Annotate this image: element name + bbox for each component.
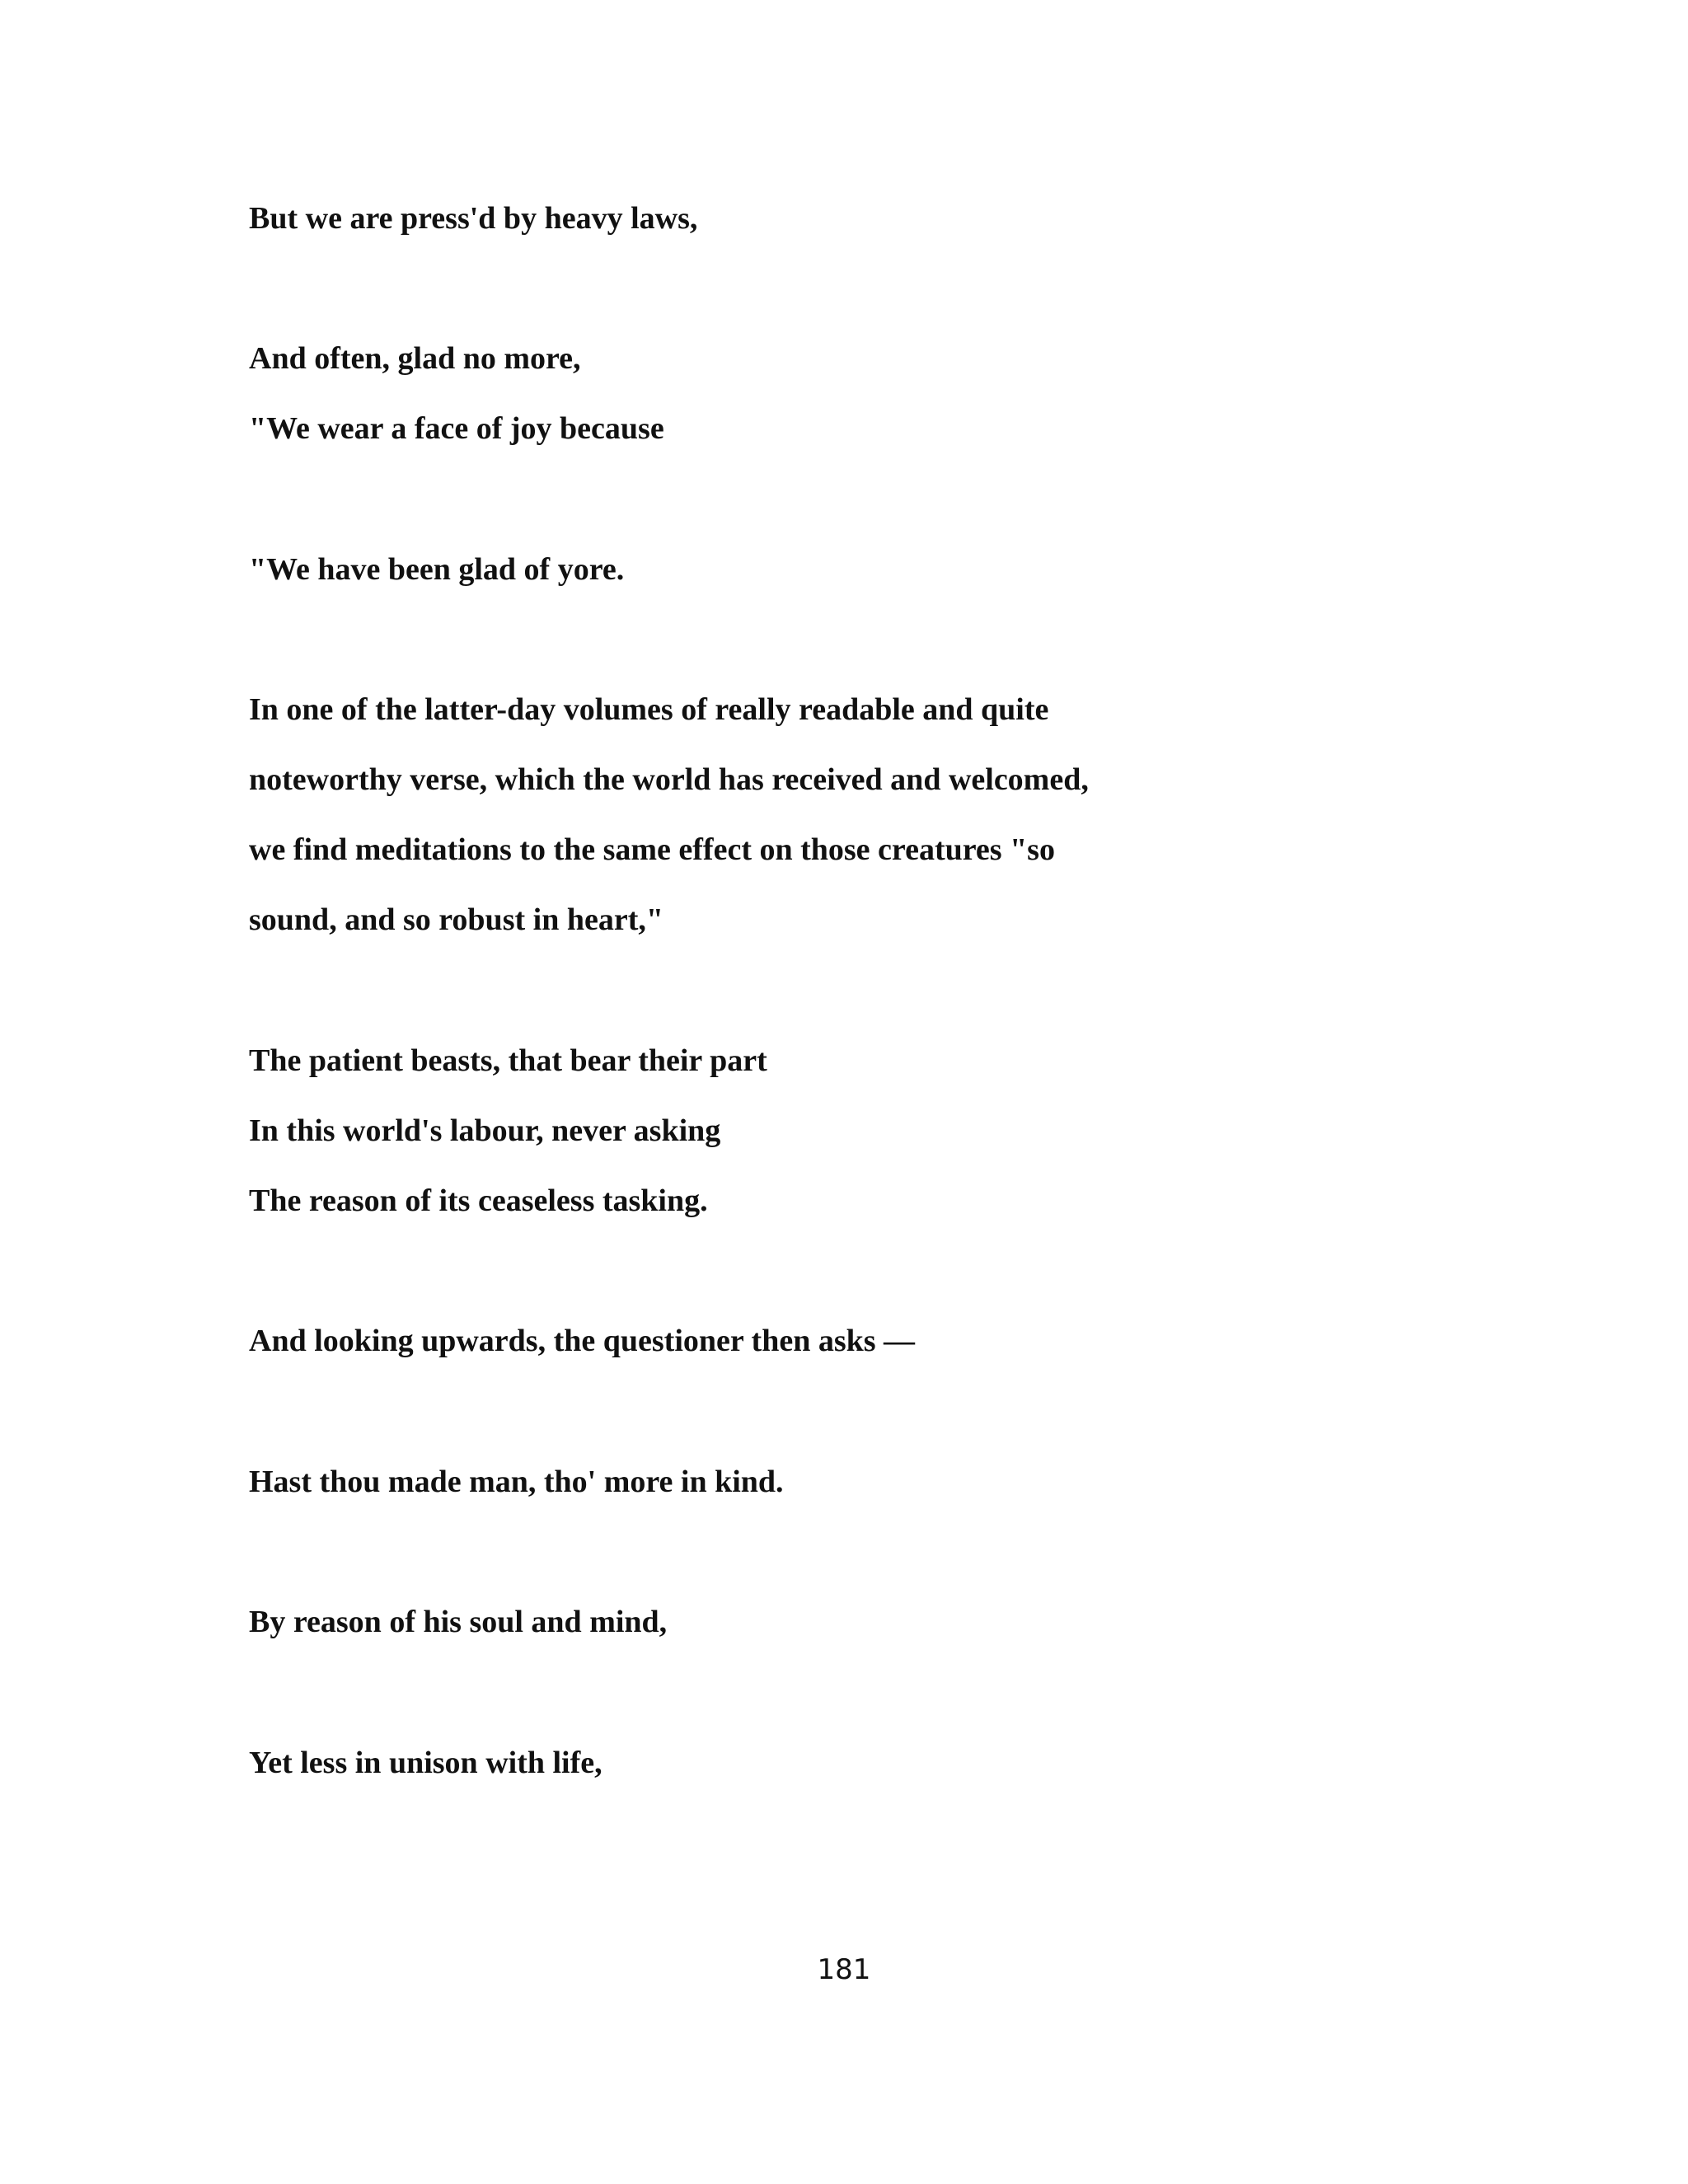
text-line: "We have been glad of yore. [249,552,625,587]
text-line: we find meditations to the same effect on those creatures "so [249,832,1055,867]
page-number: 181 [817,1953,871,1986]
text-line: And looking upwards, the questioner then asks — [249,1324,916,1358]
text-line: In one of the latter-day volumes of really readable and quite [249,692,1049,727]
text-line: noteworthy verse, which the world has received and welcomed, [249,762,1089,797]
text-line: Yet less in unison with life, [249,1746,603,1780]
text-line: Hast thou made man, tho' more in kind. [249,1465,784,1499]
text-line: The patient beasts, that bear their part [249,1043,767,1078]
text-line: sound, and so robust in heart," [249,902,663,937]
text-line: And often, glad no more, [249,341,581,376]
text-line: By reason of his soul and mind, [249,1605,668,1639]
text-line: In this world's labour, never asking [249,1113,721,1148]
text-line: But we are press'd by heavy laws, [249,201,698,236]
text-line: "We wear a face of joy because [249,411,664,446]
text-line: The reason of its ceaseless tasking. [249,1183,708,1218]
